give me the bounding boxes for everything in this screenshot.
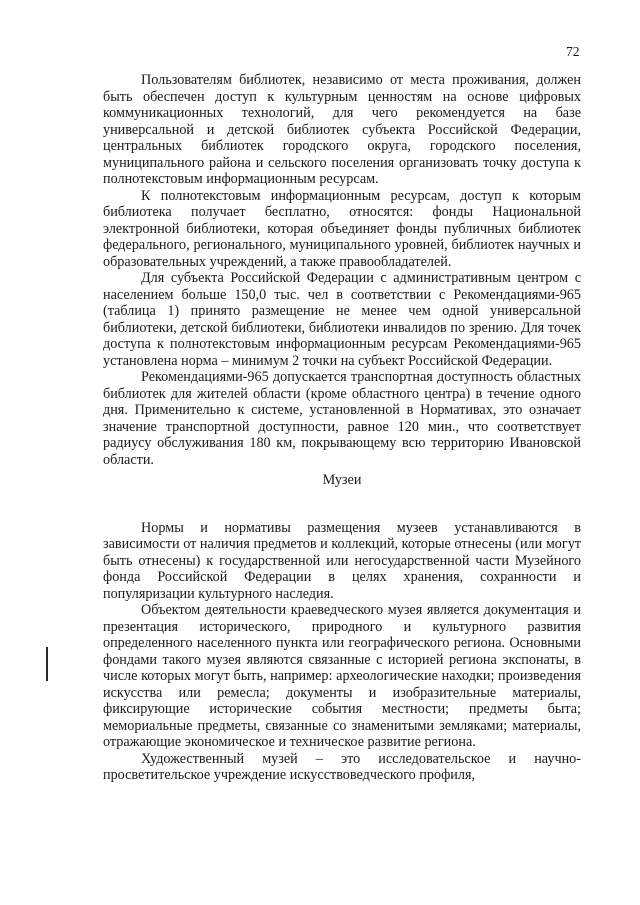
section-spacer xyxy=(103,489,581,520)
page-number: 72 xyxy=(566,44,580,59)
paragraph-local-history-museum: Объектом деятельности краеведческого музея является документация и презентация исторического, природного и культурного развития определенного населенного пункта или географического региона. Основными фондами такого музея являются связанные с историей региона экспонаты, в числе которых могут быть, например: археологические находки; произведения искусства или ремесла; документы и изобразительные материалы, фиксирующие исторические события местности; предметы быта; мемориальные предметы, связанные со знаменитыми земляками; материалы, отражающие экономическое и техническое развитие региона. xyxy=(103,602,581,750)
paragraph-user-access: Пользователям библиотек, независимо от места проживания, должен быть обеспечен доступ к культурным ценностям на основе цифровых коммуникационных технологий, для чего рекомендуется на базе универсальной и детской библиотек субъекта Российской Федерации, центральных библиотек городского округа, городского поселения, муниципального района и сельского поселения организовать точку доступа к полнотекстовым информационным ресурсам. xyxy=(103,72,581,187)
paragraph-art-museum: Художественный музей – это исследовательское и научно-просветительское учреждение искусствоведческого профиля, xyxy=(103,750,581,783)
margin-mark xyxy=(46,647,48,681)
paragraph-fulltext-resources: К полнотекстовым информационным ресурсам, доступ к которым библиотека получает бесплатно, относятся: фонды Национальной электронной библиотеки, которая объединяет фонды публичных библиотек федерального, регионального, муниципального уровней, библиотек научных и образовательных учреждений, а также правообладателей. xyxy=(103,187,581,270)
paragraph-transport-access: Рекомендациями-965 допускается транспортная доступность областных библиотек для жителей области (кроме областного центра) в течение одного дня. Применительно к системе, установленной в Нормативах, это означает значение транспортной доступности, равное 120 мин., что соответствует радиусу обслуживания 180 км, покрывающему всю территорию Ивановской области. xyxy=(103,369,581,468)
paragraph-subject-placement: Для субъекта Российской Федерации с административным центром с населением больше 150,0 тыс. чел в соответствии с Рекомендациями-965 (таблица 1) принято размещение не менее чем одной универсальной библиотеки, детской библиотеки, библиотеки инвалидов по зрению. Для точек доступа к полнотекстовым информационным ресурсам Рекомендациями-965 установлена норма – минимум 2 точки на субъект Российской Федерации. xyxy=(103,270,581,369)
body-text xyxy=(103,72,581,784)
paragraph-museum-norms: Нормы и нормативы размещения музеев устанавливаются в зависимости от наличия предметов и коллекций, которые отнесены (или могут быть отнесены) к государственной или негосударственной части Музейного фонда Российской Федерации в целях хранения, сохранности и популяризации культурного наследия. xyxy=(103,519,581,602)
section-heading-museums: Музеи xyxy=(322,472,362,488)
